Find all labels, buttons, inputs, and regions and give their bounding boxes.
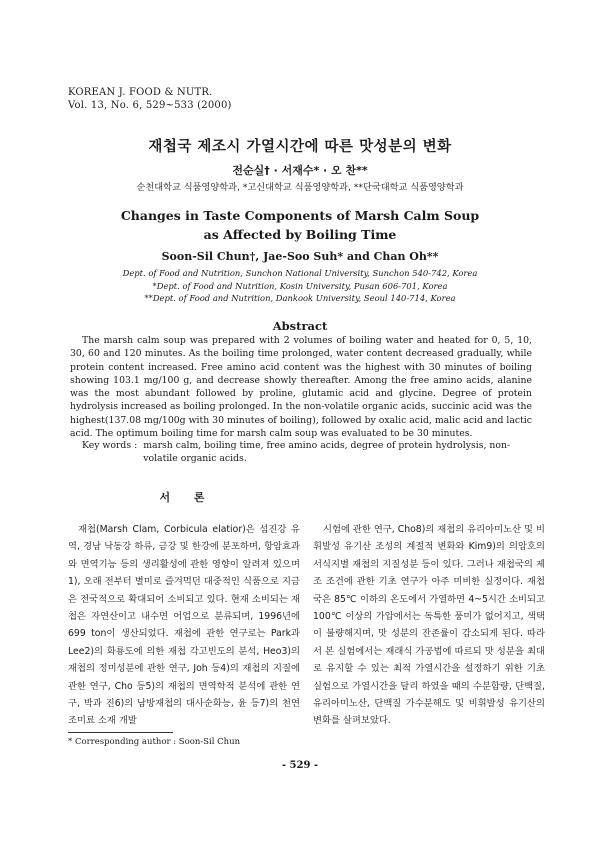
journal-name: KOREAN J. FOOD & NUTR.	[68, 87, 213, 98]
intro-paragraph-right: 시험에 관한 연구, Cho8)의 재첩의 유리아미노산 및 비휘발성 유기산 조성의 계절적 변화와 Kim9)의 의암호의 서식지별 재첩의 지질성분 등이 있다. 그러나 재첩국의 제조 조건에 관한 기초 연구가 아주 미비한 실정이다. 재첩국은 85℃ 이하의 온도에서 가열하면 4~5시간 소비되고 100℃ 이상의 가압에서는 독특한 풍미가 없어지고, 색택이 불량해지며, 맛 성분의 잔존률이 감소되게 된다. 따라서 본 실험에서는 재래식 가공법에 따르되 맛 성분을 최대로 유지할 수 있는 최적 가열시간을 설정하기 위한 기초 실험으로 가열시간을 달리 하였을 때의 수분함량, 단백질, 유리아미노산, 단백질 가수분해도 및 비휘발성 유기산의 변화를 살펴보았다.	[313, 524, 545, 727]
journal-header	[68, 86, 232, 112]
affiliation-2: *Dept. of Food and Nutrition, Kosin University, Pusan 606-701, Korea	[152, 280, 448, 291]
footnote-divider	[68, 732, 173, 733]
abstract-heading: Abstract	[272, 319, 328, 333]
korean-title: 재첩국 제조시 가열시간에 따른 맛성분의 변화	[148, 139, 452, 155]
body-column-left	[68, 521, 300, 730]
english-authors: Soon-Sil Chun†, Jae-Soo Suh* and Chan Oh**	[161, 250, 439, 263]
english-title-line1: Changes in Taste Components of Marsh Calm Soup	[120, 208, 480, 223]
korean-affiliations: 순천대학교 식품영양학과, *고신대학교 식품영양학과, **단국대학교 식품영양학과	[136, 182, 464, 193]
keywords-label: Key words :	[82, 440, 138, 451]
keywords-text: marsh calm, boiling time, free amino acids, degree of protein hydrolysis, non-volatile organic acids.	[143, 440, 511, 465]
page-number: - 529 -	[281, 760, 319, 771]
footnote: * Corresponding author : Soon-Sil Chun	[68, 737, 241, 747]
affiliation-3: **Dept. of Food and Nutrition, Dankook University, Seoul 140-714, Korea	[144, 293, 456, 303]
abstract-text: The marsh calm soup was prepared with 2 volumes of boiling water and heated for 0, 5, 10, 30, 60 and 120 minutes. As the boiling time prolonged, water content decreased gradually, while protein content increased. Free amino acid content was the highest with 30 minutes of boiling showing 103.1 mg/100 g, and decrease showly thereafter. Among the free amino acids, alanine was the most abundant followed by proline, glutamic acid and glycine. Degree of protein hydrolysis increased as boiling prolonged. In the non-volatile organic acids, succinic acid was the highest(137.08 mg/100g with 30 minutes of boiling), followed by oxalic acid, malic acid and lactic acid. The optimum boiling time for marsh calm soup was evaluated to be 30 minutes.	[70, 335, 532, 440]
english-affiliations	[0, 267, 600, 305]
abstract-body	[70, 334, 532, 440]
english-title-line2: as Affected by Boiling Time	[203, 227, 397, 242]
body-column-right	[313, 521, 545, 730]
journal-volume: Vol. 13, No. 6, 529~533 (2000)	[68, 100, 232, 111]
english-title	[0, 206, 600, 244]
section-heading: 서 론	[159, 491, 215, 504]
keywords	[82, 439, 532, 466]
affiliation-1: Dept. of Food and Nutrition, Sunchon National University, Sunchon 540-742, Korea	[122, 268, 478, 278]
korean-authors: 전순실† · 서재수* · 오 찬**	[232, 164, 368, 177]
intro-paragraph-left: 재첩(Marsh Clam, Corbicula elatior)은 섬진강 유역, 경남 낙동강 하류, 금강 및 한강에 분포하며, 항암효과와 면역기능 등의 생리활성에 관한 영향이 알려져 있으며1), 오래 전부터 별미로 즐겨먹던 대중적인 식품으로 지금은 전국적으로 확대되어 소비되고 있다. 현재 소비되는 재첩은 자연산이고 내수면 어업으로 분류되며, 1996년에 699 ton이 생산되었다. 재첩에 관한 연구로는 Park과 Lee2)의 화룡도에 의한 재첩 각고빈도의 분석, Heo3)의 재첩의 정미성분에 관한 연구, Joh 등4)의 재첩의 지질에 관한 연구, Cho 등5)의 재첩의 면역학적 분석에 관한 연구, 박과 진6)의 남방재첩의 대사순화능, 윤 등7)의 천연조미료 소재 개발	[68, 524, 300, 727]
